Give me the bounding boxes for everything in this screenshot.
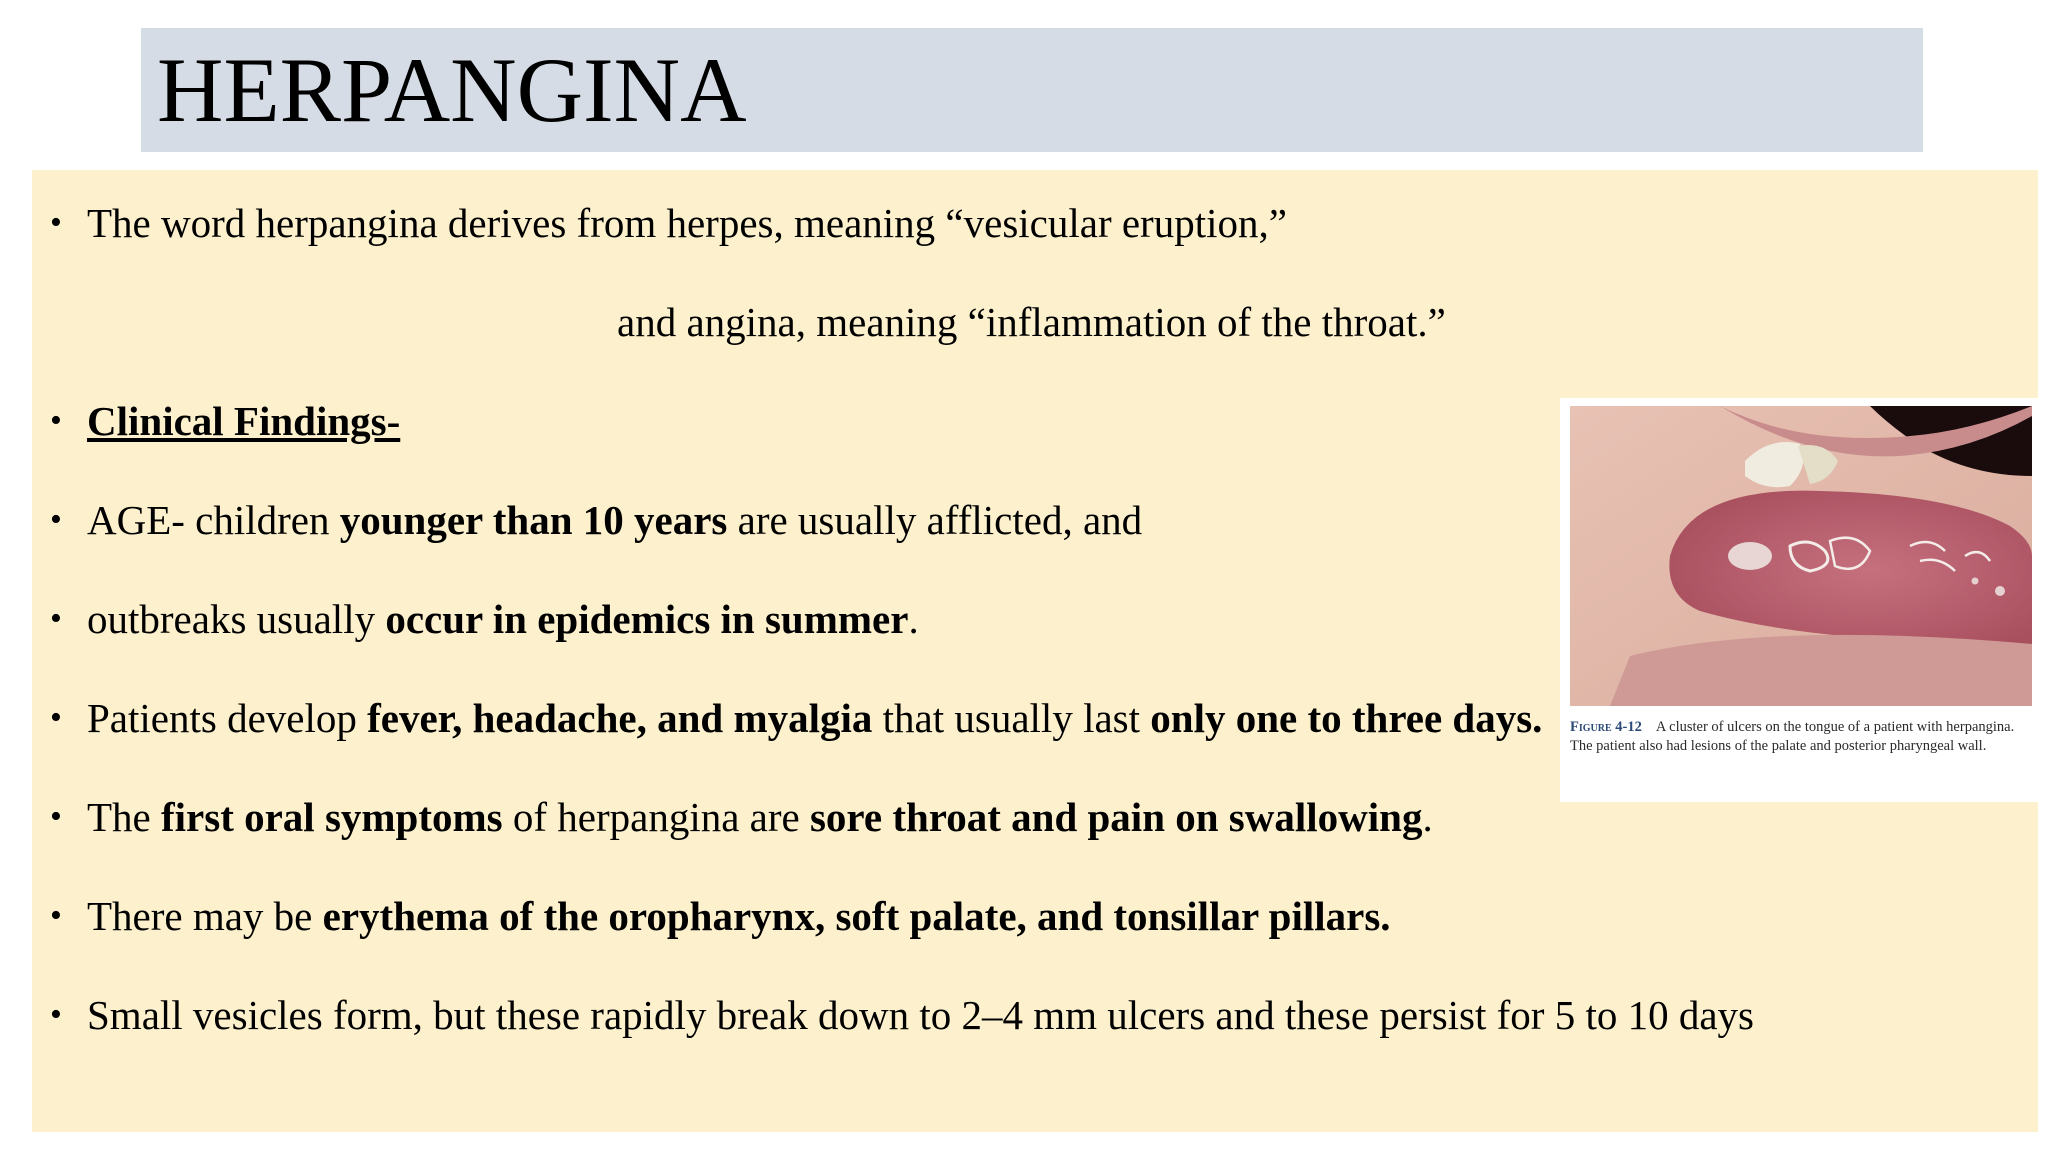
figure-card (1560, 398, 2048, 802)
bullet-text: The first oral symptoms of herpangina are sore throat and pain on swallowing. (87, 794, 1433, 840)
bullet-marker: • (50, 996, 62, 1033)
bullet-marker: • (50, 600, 62, 637)
section-heading: Clinical Findings- (87, 398, 401, 444)
bullet-age (32, 490, 1632, 550)
bullet-etymology (32, 193, 1632, 253)
slide-title: HERPANGINA (157, 39, 747, 141)
bullet-text: Small vesicles form, but these rapidly break down to 2–4 mm ulcers and these persist for 5 to 10 days (87, 992, 1754, 1038)
title-bar (141, 28, 1923, 152)
figure-caption (1570, 718, 2040, 756)
bullet-marker: • (50, 204, 62, 241)
bullet-marker: • (50, 699, 62, 736)
bullet-marker: • (50, 501, 62, 538)
bullet-etymology-continuation: and angina, meaning “inflammation of the throat.” (617, 299, 1446, 345)
bullet-erythema (32, 886, 1632, 946)
bullet-text: The word herpangina derives from herpes, meaning “vesicular eruption,” (87, 200, 1287, 246)
bullet-text: outbreaks usually occur in epidemics in summer. (87, 596, 919, 642)
bullet-marker: • (50, 402, 62, 439)
bullet-marker: • (50, 897, 62, 934)
bullet-clinical-findings (32, 391, 1632, 451)
bullet-vesicles (32, 985, 1754, 1045)
bullet-outbreaks (32, 589, 1632, 649)
figure-label: Figure 4-12 (1570, 719, 1642, 735)
bullet-first-oral-symptoms (32, 787, 1632, 847)
bullet-text: AGE- children younger than 10 years are usually afflicted, and (87, 497, 1143, 543)
bullet-text: There may be erythema of the oropharynx, soft palate, and tonsillar pillars. (87, 893, 1391, 939)
bullet-text: Patients develop fever, headache, and myalgia that usually last only one to three days. (87, 695, 1543, 741)
bullet-symptoms-duration (32, 688, 1632, 748)
figure-caption-text: A cluster of ulcers on the tongue of a patient with herpangina. The patient also had lesions of the palate and posterior pharyngeal wall. (1570, 719, 2015, 754)
bullet-marker: • (50, 798, 62, 835)
figure-photo-tongue-ulcers (1570, 406, 2032, 706)
